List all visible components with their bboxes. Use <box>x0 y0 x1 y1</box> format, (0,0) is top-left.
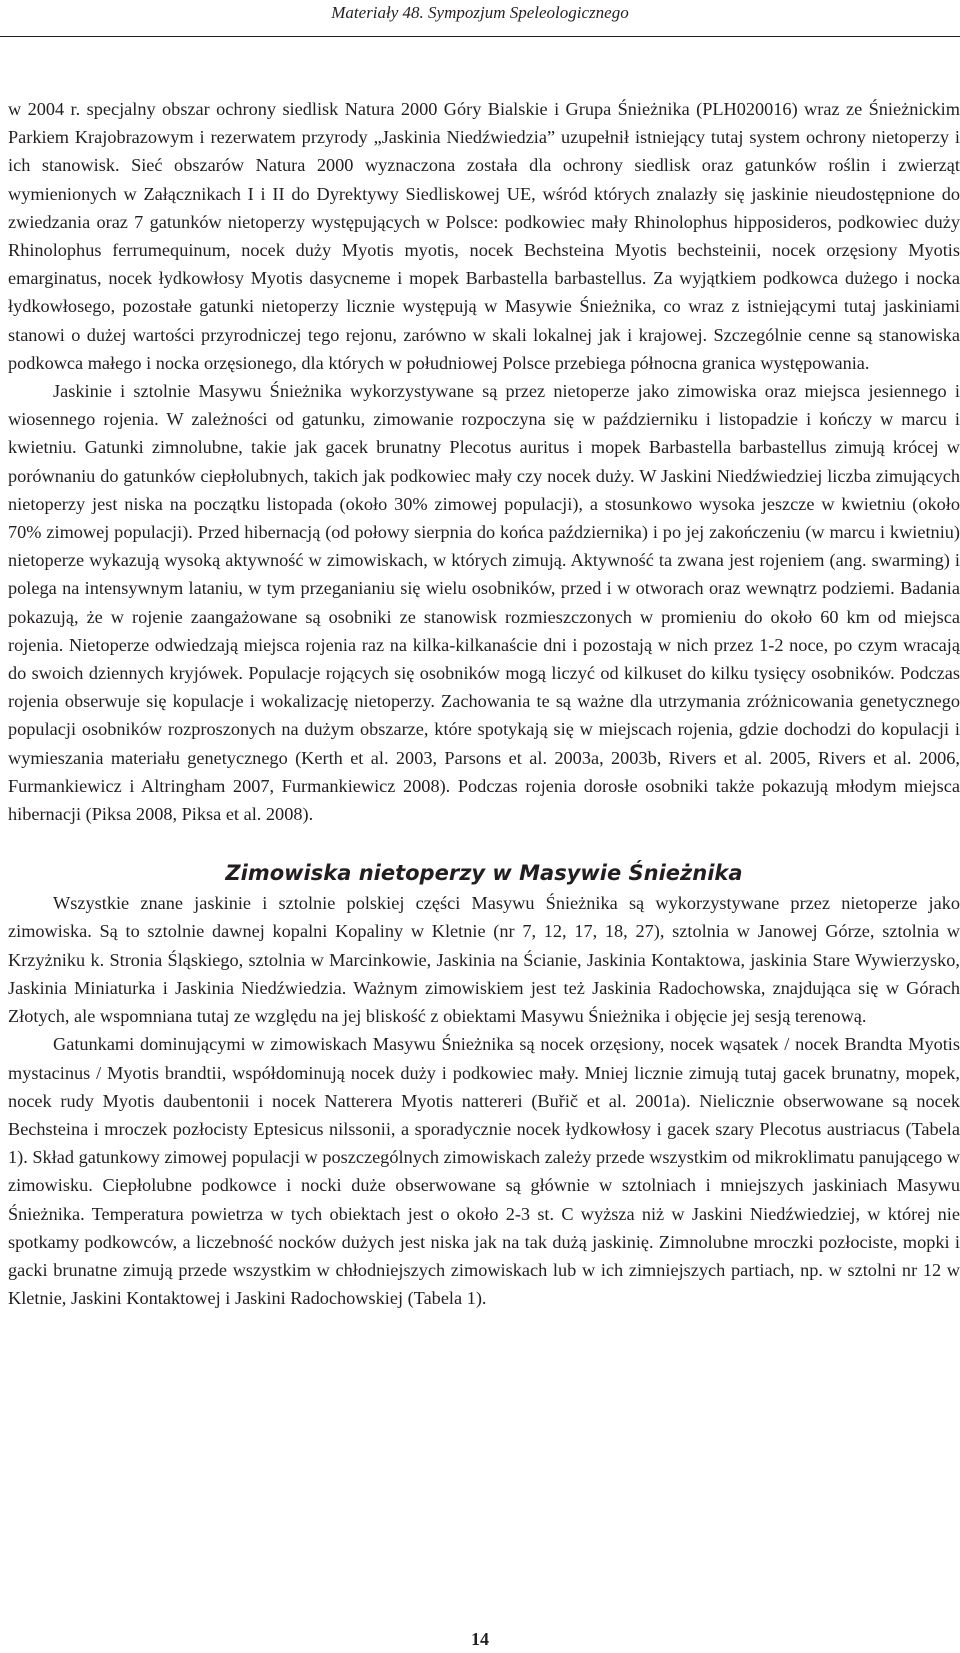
running-header: Materiały 48. Sympozjum Speleologicznego <box>331 3 629 22</box>
paragraph-4: Gatunkami dominującymi w zimowiskach Masywu Śnieżnika są nocek orzęsiony, nocek wąsatek / nocek Brandta Myotis mystacinus / Myotis brandtii, współdominują nocek duży i podkowiec mały. Mniej licznie zimują tutaj gacek brunatny, mopek, nocek rudy Myotis daubentonii i nocek Natterera Myotis nattereri (Buřič et al. 2001a). Nielicznie obserwowane są nocek Bechsteina i mroczek pozłocisty Eptesicus nilssonii, a sporadycznie nocek łydkowłosy i gacek szary Plecotus austriacus (Tabela 1). Skład gatunkowy zimowej populacji w poszczególnych zimowiskach zależy przede wszystkim od mikroklimatu panującego w zimowisku. Ciepłolubne podkowce i nocki duże obserwowane są głównie w sztolniach i mniejszych jaskiniach Masywu Śnieżnika. Temperatura powietrza w tych obiektach jest o około 2-3 st. C wyższa niż w Jaskini Niedźwiedziej, w której nie spotkamy podkowców, a liczebność nocków dużych jest niska jak na tak dużą jaskinię. Zimnolubne mroczki pozłociste, mopki i gacki brunatne zimują przede wszystkim w chłodniejszych zimowiskach lub w ich zimniejszych partiach, np. w sztolni nr 12 w Kletnie, Jaskini Kontaktowej i Jaskini Radochowskiej (Tabela 1). <box>8 1034 960 1309</box>
article-body <box>8 95 960 1312</box>
paragraph-2: Jaskinie i sztolnie Masywu Śnieżnika wykorzystywane są przez nietoperze jako zimowiska oraz miejsca jesiennego i wiosennego rojenia. W zależności od gatunku, zimowanie rozpoczyna się w październiku i listopadzie i kończy w marcu i kwietniu. Gatunki zimnolubne, takie jak gacek brunatny Plecotus auritus i mopek Barbastella barbastellus zimują krócej w porównaniu do gatunków ciepłolubnych, takich jak podkowiec mały czy nocek duży. W Jaskini Niedźwiedziej liczba zimujących nietoperzy jest niska na początku listopada (około 30% zimowej populacji), a stosunkowo wysoka jeszcze w kwietniu (około 70% zimowej populacji). Przed hibernacją (od połowy sierpnia do końca października) i po jej zakończeniu (w marcu i kwietniu) nietoperze wykazują wysoką aktywność w zimowiskach, w których zimują. Aktywność ta zwana jest rojeniem (ang. swarming) i polega na intensywnym lataniu, w tym przeganianiu się wielu osobników, przed i w otworach oraz wewnątrz podziemi. Badania pokazują, że w rojenie zaangażowane są osobniki ze stanowisk rozmieszczonych w promieniu do około 60 km od miejsca rojenia. Nietoperze odwiedzają miejsca rojenia raz na kilka-kilkanaście dni i pozostają w nich przez 1-2 noce, po czym wracają do swoich dziennych kryjówek. Populacje rojących się osobników mogą liczyć od kilkuset do kilku tysięcy osobników. Podczas rojenia obserwuje się kopulacje i wokalizację nietoperzy. Zachowania te są ważne dla utrzymania zróżnicowania genetycznego populacji osobników rozproszonych na dużym obszarze, które spotykają się w miejscach rojenia, gdzie dochodzi do kopulacji i wymieszania materiału genetycznego (Kerth et al. 2003, Parsons et al. 2003a, 2003b, Rivers et al. 2005, Rivers et al. 2006, Furmankiewicz i Altringham 2007, Furmankiewicz 2008). Podczas rojenia dorosłe osobniki także pokazują młodym miejsca hibernacji (Piksa 2008, Piksa et al. 2008). <box>8 381 960 825</box>
section-heading: Zimowiska nietoperzy w Masywie Śnieżnika <box>225 861 743 886</box>
page-number: 14 <box>471 1629 489 1649</box>
header-rule <box>0 36 960 37</box>
paragraph-1: w 2004 r. specjalny obszar ochrony siedlisk Natura 2000 Góry Bialskie i Grupa Śnieżnika (PLH020016) wraz ze Śnieżnickim Parkiem Krajobrazowym i rezerwatem przyrody „Jaskinia Niedźwiedzia” uzupełnił istniejący tutaj system ochrony nietoperzy i ich stanowisk. Sieć obszarów Natura 2000 wyznaczona została dla ochrony siedlisk oraz gatunków roślin i zwierząt wymienionych w Załącznikach I i II do Dyrektywy Siedliskowej UE, wśród których znalazły się jaskinie nieudostępnione do zwiedzania oraz 7 gatunków nietoperzy występujących w Polsce: podkowiec mały Rhinolophus hipposideros, podkowiec duży Rhinolophus ferrumequinum, nocek duży Myotis myotis, nocek Bechsteina Myotis bechsteinii, nocek orzęsiony Myotis emarginatus, nocek łydkowłosy Myotis dasycneme i mopek Barbastella barbastellus. Za wyjątkiem podkowca dużego i nocka łydkowłosego, pozostałe gatunki nietoperzy licznie występują w Masywie Śnieżnika, co wraz z istniejącymi tutaj jaskiniami stanowi o dużej wartości przyrodniczej tego rejonu, zarówno w skali lokalnej jak i krajowej. Szczególnie cenne są stanowiska podkowca małego i nocka orzęsionego, dla których w południowej Polsce przebiega północna granica występowania. <box>8 99 960 373</box>
paragraph-3: Wszystkie znane jaskinie i sztolnie polskiej części Masywu Śnieżnika są wykorzystywane przez nietoperze jako zimowiska. Są to sztolnie dawnej kopalni Kopaliny w Kletnie (nr 7, 12, 17, 18, 27), sztolnia w Janowej Górze, sztolnia w Krzyżniku k. Stronia Śląskiego, sztolnia w Marcinkowie, Jaskinia na Ścianie, Jaskinia Kontaktowa, jaskinia Stare Wywierzysko, Jaskinia Miniaturka i Jaskinia Niedźwiedzia. Ważnym zimowiskiem jest też Jaskinia Radochowska, znajdująca się w Górach Złotych, ale wspomniana tutaj ze względu na jej bliskość z obiektami Masywu Śnieżnika i objęcie jej sesją terenową. <box>8 893 960 1027</box>
